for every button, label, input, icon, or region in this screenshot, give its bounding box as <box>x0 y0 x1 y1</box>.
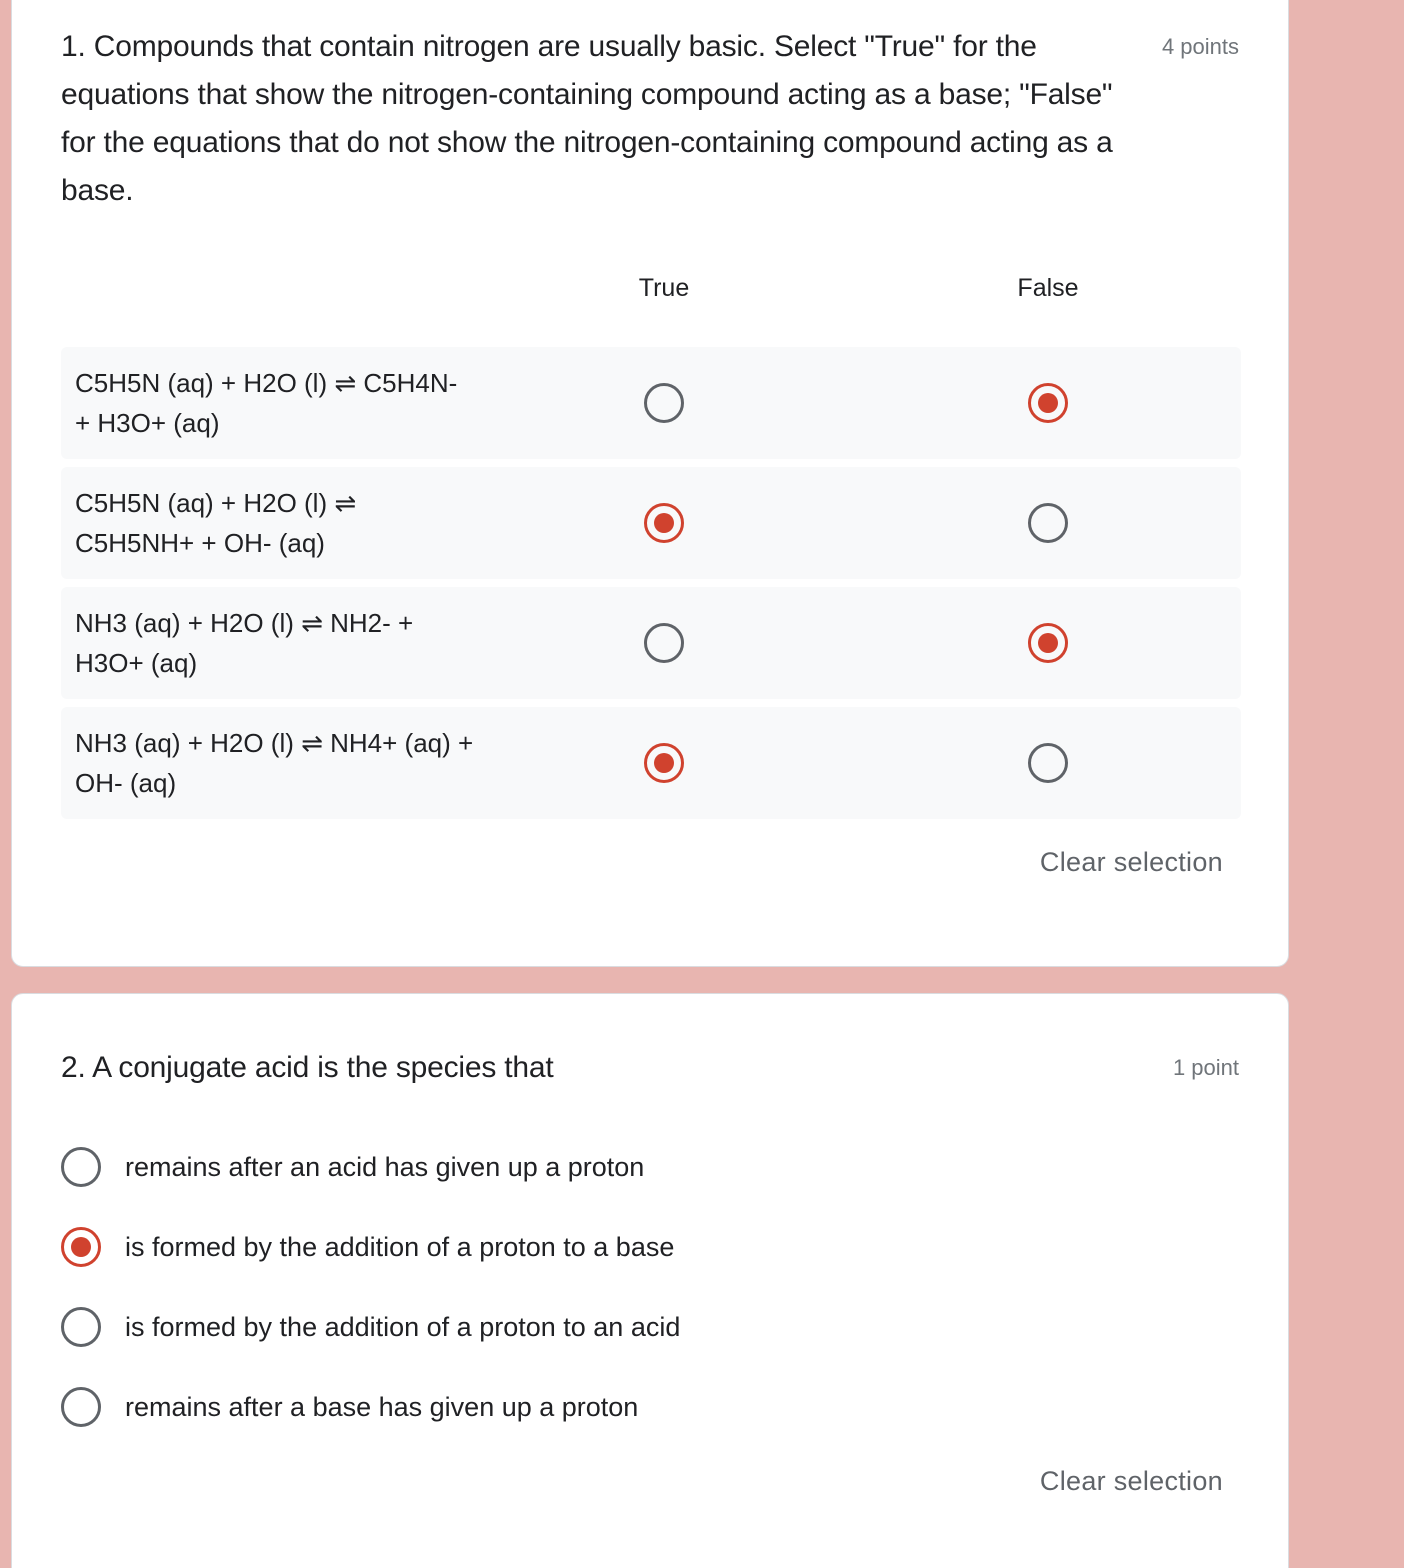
question-1-header <box>61 23 1239 215</box>
question-2-title: 2. A conjugate acid is the species that <box>61 1051 554 1084</box>
radio-option-4[interactable] <box>61 1387 101 1427</box>
clear-selection-button-q1[interactable]: Clear selection <box>1039 847 1223 877</box>
radio-option-3[interactable] <box>61 1307 101 1347</box>
row-label: NH3 (aq) + H2O (l) ⇌ NH2- + H3O+ (aq) <box>75 608 414 678</box>
grid-row-1 <box>61 347 1241 459</box>
option-3[interactable] <box>61 1307 680 1347</box>
grid-row-4 <box>61 707 1241 819</box>
question-1-card <box>11 0 1289 967</box>
option-4[interactable] <box>61 1387 638 1427</box>
grid-row-2 <box>61 467 1241 579</box>
row-label: C5H5N (aq) + H2O (l) ⇌ C5H5NH+ + OH- (aq) <box>75 488 357 558</box>
radio-row3-true[interactable] <box>644 623 684 663</box>
grid-row-3 <box>61 587 1241 699</box>
option-label: is formed by the addition of a proton to a base <box>125 1231 675 1262</box>
radio-row3-false[interactable] <box>1028 623 1068 663</box>
question-1-points: 4 points <box>1161 34 1239 59</box>
option-1[interactable] <box>61 1147 644 1187</box>
question-2-header <box>61 1044 1239 1092</box>
option-label: remains after a base has given up a proton <box>125 1391 639 1422</box>
radio-row4-true[interactable] <box>644 743 684 783</box>
clear-selection-button-q2[interactable]: Clear selection <box>1039 1466 1223 1496</box>
radio-row2-false[interactable] <box>1028 503 1068 543</box>
option-2[interactable] <box>61 1227 674 1267</box>
question-1-title: 1. Compounds that contain nitrogen are usually basic. Select "True" for the equations that show the nitrogen-containing compound acting as a base; "False" for the equations that do not show the nitrogen-containing compound acting as a base. <box>61 30 1113 207</box>
option-label: is formed by the addition of a proton to an acid <box>125 1311 681 1342</box>
row-label: NH3 (aq) + H2O (l) ⇌ NH4+ (aq) + OH- (aq) <box>75 728 474 798</box>
question-2-card <box>11 993 1289 1568</box>
option-label: remains after an acid has given up a proton <box>125 1151 645 1182</box>
radio-option-1[interactable] <box>61 1147 101 1187</box>
radio-row1-true[interactable] <box>644 383 684 423</box>
radio-row1-false[interactable] <box>1028 383 1068 423</box>
radio-option-2[interactable] <box>61 1227 101 1267</box>
column-header-true: True <box>638 274 690 302</box>
column-header-false: False <box>1017 274 1079 302</box>
radio-row4-false[interactable] <box>1028 743 1068 783</box>
question-2-points: 1 point <box>1172 1055 1239 1080</box>
radio-row2-true[interactable] <box>644 503 684 543</box>
row-label: C5H5N (aq) + H2O (l) ⇌ C5H4N- + H3O+ (aq) <box>75 368 458 438</box>
